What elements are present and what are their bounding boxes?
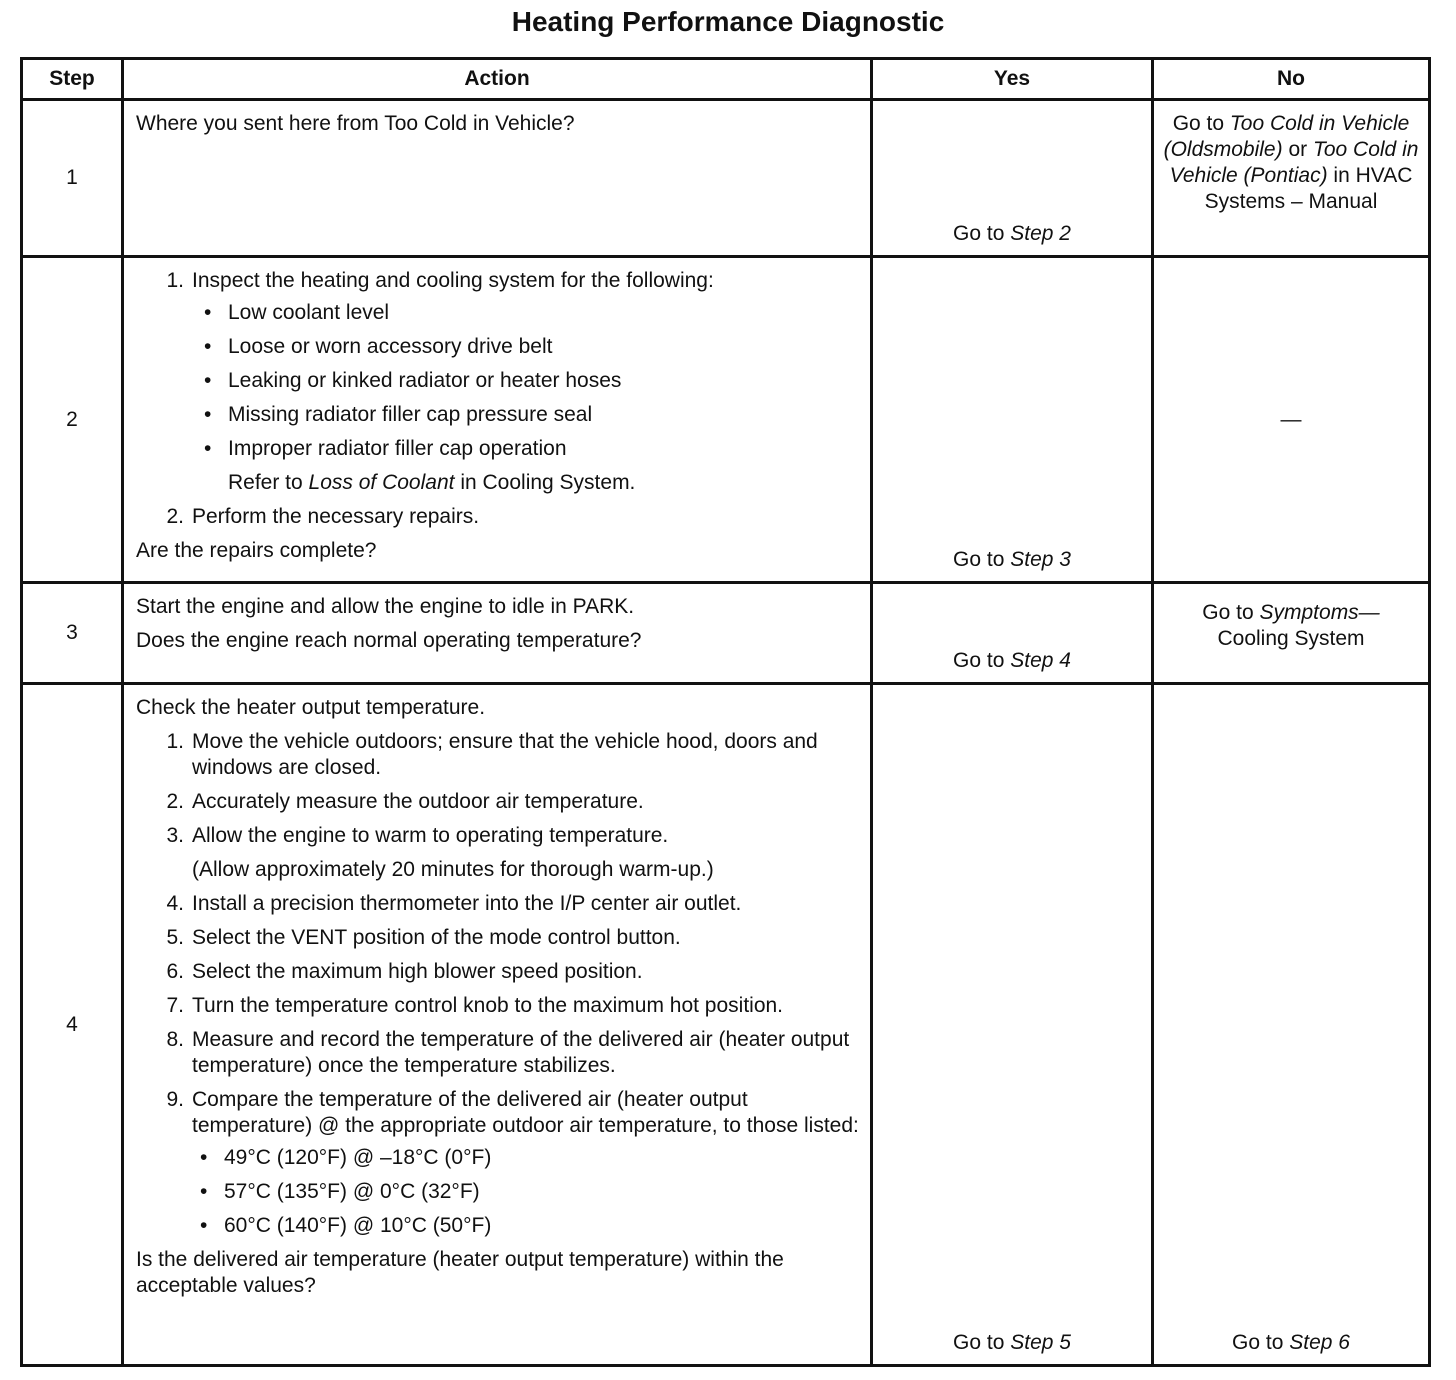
item-text: Compare the temperature of the delivered air (heater output temperature) @ the appropriate outdoor air temperature, to those listed:: [192, 1088, 859, 1137]
action-steps: [136, 268, 860, 530]
too-cold-oldsmobile-link[interactable]: Too Cold in Vehicle (Oldsmobile): [1163, 112, 1410, 161]
item-text: Select the maximum high blower speed position.: [192, 960, 643, 983]
bullet-icon: •: [204, 301, 212, 324]
action-cell: [123, 100, 872, 257]
table-row-step-3: [22, 583, 1430, 684]
action-cell: [123, 583, 872, 684]
item-text: Allow the engine to warm to operating temperature.: [192, 824, 669, 847]
item-number: 2.: [166, 505, 184, 528]
item-text: Perform the necessary repairs.: [192, 505, 480, 528]
yes-prefix: Go to: [953, 548, 1011, 571]
bullet-text: 57°C (135°F) @ 0°C (32°F): [224, 1180, 480, 1203]
bullet-icon: •: [200, 1180, 208, 1203]
list-item: [136, 959, 860, 985]
item-number: 6.: [166, 960, 184, 983]
item-number: 9.: [166, 1088, 184, 1111]
item-number: 1.: [166, 730, 184, 753]
header-no: No: [1153, 59, 1430, 100]
bullet-text: Loose or worn accessory drive belt: [228, 335, 553, 358]
item-number: 5.: [166, 926, 184, 949]
no-suffix: in HVAC Systems – Manual: [1204, 164, 1413, 213]
no-cell: [1153, 100, 1430, 257]
action-text: Start the engine and allow the engine to idle in PARK.: [136, 595, 635, 618]
diagnostic-table: [20, 57, 1431, 1367]
action-question: Is the delivered air temperature (heater output temperature) within the acceptable values?: [136, 1248, 784, 1297]
no-cell: [1153, 257, 1430, 583]
symptoms-link[interactable]: Symptoms—: [1259, 601, 1380, 624]
no-cell: [1153, 684, 1430, 1366]
bullet-text: 60°C (140°F) @ 10°C (50°F): [224, 1214, 492, 1237]
list-item: [136, 993, 860, 1019]
yes-prefix: Go to: [953, 649, 1011, 672]
yes-text: [873, 547, 1151, 573]
yes-cell: [872, 100, 1153, 257]
action-cell: [123, 257, 872, 583]
yes-cell: [872, 257, 1153, 583]
step-number: 1: [22, 100, 123, 257]
yes-prefix: Go to: [953, 222, 1011, 245]
list-item: [136, 504, 860, 530]
item-number: 7.: [166, 994, 184, 1017]
ref-suffix: in Cooling System.: [454, 471, 636, 494]
ref-prefix: Refer to: [228, 471, 309, 494]
step-number: 4: [22, 684, 123, 1366]
action-cell: [123, 684, 872, 1366]
list-item: [136, 729, 860, 781]
no-or: or: [1282, 138, 1313, 161]
item-number: 4.: [166, 892, 184, 915]
yes-cell: [872, 684, 1153, 1366]
no-prefix: Go to: [1202, 601, 1260, 624]
header-row: [22, 59, 1430, 100]
no-prefix: Go to: [1172, 112, 1230, 135]
bullet-icon: •: [204, 335, 212, 358]
item-text: Move the vehicle outdoors; ensure that the vehicle hood, doors and windows are closed.: [192, 730, 818, 779]
action-text: Where you sent here from Too Cold in Vehicle?: [136, 112, 575, 135]
action-intro: Check the heater output temperature.: [136, 696, 486, 719]
yes-text: [873, 221, 1151, 247]
bullet-icon: •: [204, 437, 212, 460]
bullet-text: Low coolant level: [228, 301, 390, 324]
list-item: [188, 1179, 860, 1205]
list-item: [136, 789, 860, 815]
table-row-step-1: [22, 100, 1430, 257]
list-item: [188, 1213, 860, 1239]
header-action: Action: [123, 59, 872, 100]
action-question: Does the engine reach normal operating temperature?: [136, 629, 642, 652]
step-2-link[interactable]: Step 2: [1010, 222, 1071, 245]
yes-text: [873, 1330, 1151, 1356]
step-number: 2: [22, 257, 123, 583]
yes-text: [873, 648, 1151, 674]
list-item: [136, 1087, 860, 1239]
header-step: Step: [22, 59, 123, 100]
list-item: [192, 402, 860, 428]
no-suffix: Cooling System: [1217, 627, 1365, 650]
list-item: [192, 368, 860, 394]
action-question: Are the repairs complete?: [136, 539, 377, 562]
no-cell: [1153, 583, 1430, 684]
header-yes: Yes: [872, 59, 1153, 100]
too-cold-pontiac-link[interactable]: Too Cold in Vehicle (Pontiac): [1169, 138, 1419, 187]
list-item: [192, 334, 860, 360]
action-steps: [136, 729, 860, 1239]
step-4-link[interactable]: Step 4: [1010, 649, 1071, 672]
list-item: [136, 268, 860, 496]
item-text: Measure and record the temperature of the delivered air (heater output temperature) once the temperature stabilizes.: [192, 1028, 850, 1077]
list-item: [136, 925, 860, 951]
bullet-icon: •: [200, 1146, 208, 1169]
step-6-link[interactable]: Step 6: [1289, 1331, 1350, 1354]
item-text: Accurately measure the outdoor air temperature.: [192, 790, 644, 813]
list-item: [188, 1145, 860, 1171]
bullet-text: Leaking or kinked radiator or heater hoses: [228, 369, 622, 392]
yes-cell: [872, 583, 1153, 684]
list-item: [136, 823, 860, 883]
no-text: [1154, 584, 1428, 652]
list-item: [192, 436, 860, 462]
bullet-text: Improper radiator filler cap operation: [228, 437, 567, 460]
step-number: 3: [22, 583, 123, 684]
no-text: [1154, 1330, 1428, 1356]
check-list: [192, 300, 860, 462]
table-row-step-4: [22, 684, 1430, 1366]
reference-text: [192, 470, 860, 496]
page-title: Heating Performance Diagnostic: [511, 6, 945, 37]
bullet-icon: •: [200, 1214, 208, 1237]
loss-of-coolant-link[interactable]: Loss of Coolant: [308, 471, 455, 494]
bullet-text: 49°C (120°F) @ –18°C (0°F): [224, 1146, 492, 1169]
item-number: 8.: [166, 1028, 184, 1051]
table-row-step-2: [22, 257, 1430, 583]
item-text: Select the VENT position of the mode control button.: [192, 926, 681, 949]
list-item: [136, 891, 860, 917]
item-text: Inspect the heating and cooling system for the following:: [192, 269, 714, 292]
list-item: [136, 1027, 860, 1079]
bullet-icon: •: [204, 369, 212, 392]
item-note: (Allow approximately 20 minutes for thorough warm-up.): [192, 858, 714, 881]
no-prefix: Go to: [1232, 1331, 1290, 1354]
item-number: 1.: [166, 269, 184, 292]
no-text: —: [1280, 407, 1302, 431]
item-text: Turn the temperature control knob to the maximum hot position.: [192, 994, 784, 1017]
item-text: Install a precision thermometer into the I/P center air outlet.: [192, 892, 742, 915]
temperature-list: [188, 1145, 860, 1239]
step-3-link[interactable]: Step 3: [1010, 548, 1071, 571]
step-5-link[interactable]: Step 5: [1010, 1331, 1071, 1354]
yes-prefix: Go to: [953, 1331, 1011, 1354]
bullet-icon: •: [204, 403, 212, 426]
bullet-text: Missing radiator filler cap pressure seal: [228, 403, 593, 426]
item-number: 3.: [166, 824, 184, 847]
list-item: [192, 300, 860, 326]
item-number: 2.: [166, 790, 184, 813]
no-text: [1154, 101, 1428, 215]
